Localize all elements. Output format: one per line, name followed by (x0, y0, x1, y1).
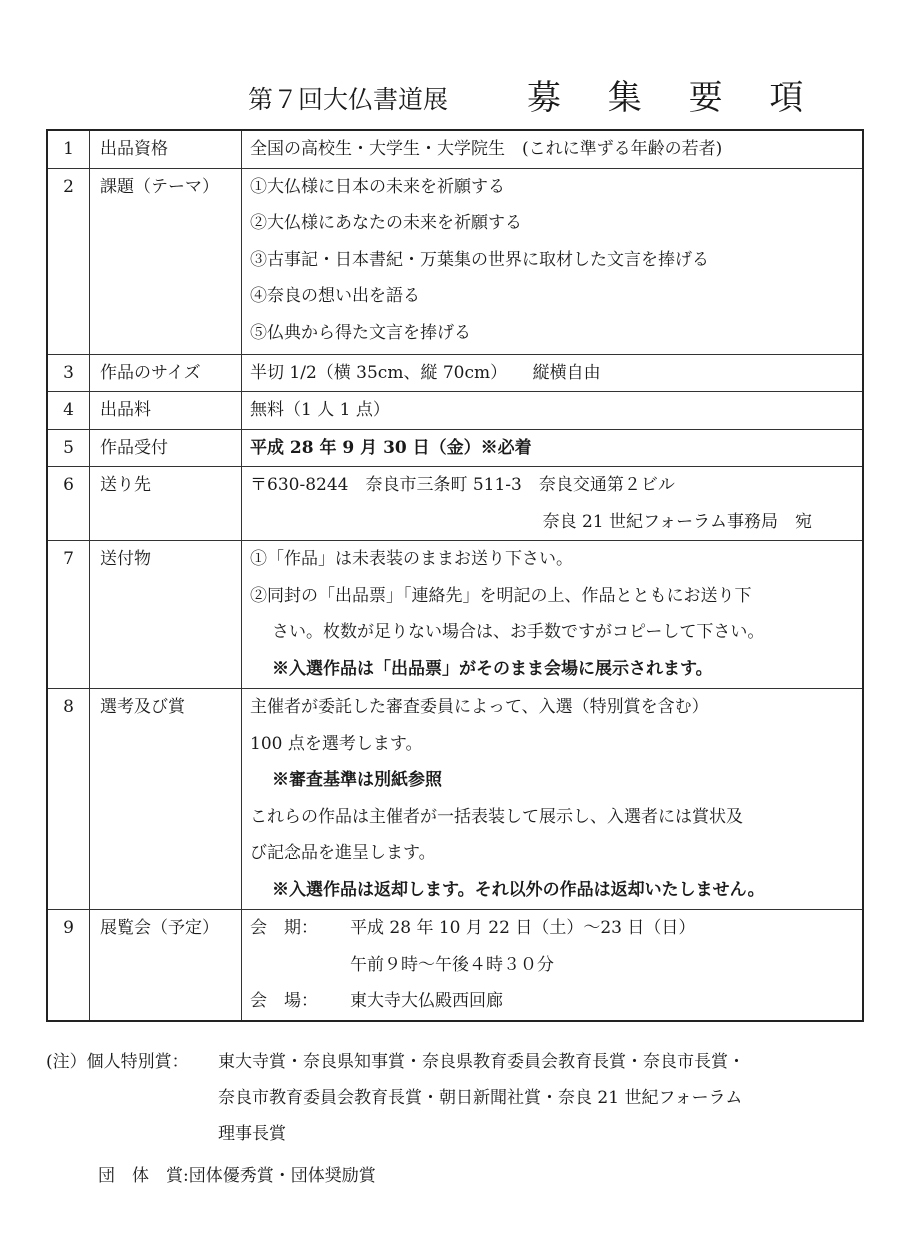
table-row (47, 541, 863, 689)
row-number: 2 (47, 168, 90, 354)
content-line: 〒630-8244 奈良市三条町 511-3 奈良交通第２ビル (250, 475, 675, 495)
row-label: 作品受付 (90, 429, 242, 467)
period-hours: 午前９時～午後４時３０分 (350, 954, 554, 975)
content-line: これらの作品は主催者が一括表装して展示し、入選者には賞状及 (250, 806, 743, 827)
row-number: 6 (47, 467, 90, 541)
content-line: 平成 28 年 9 月 30 日（金）※必着 (250, 437, 532, 458)
content-line: 奈良 21 世紀フォーラム事務局 宛 (542, 511, 812, 532)
table-row (47, 354, 863, 392)
table-row (47, 467, 863, 541)
row-label: 作品のサイズ (90, 354, 242, 392)
row-label: 出品資格 (90, 130, 242, 168)
venue-label: 会 場： (250, 991, 318, 1011)
content-line: ※入選作品は「出品票」がそのまま会場に展示されます。 (272, 658, 713, 679)
row-number: 1 (47, 130, 90, 168)
content-line: ④奈良の想い出を語る (250, 286, 420, 306)
content-line (250, 983, 856, 1020)
note-heading: (注）個人特別賞： (46, 1052, 189, 1072)
table-row (47, 910, 863, 1021)
table-row (47, 130, 863, 168)
note-line: 理事長賞 (218, 1124, 286, 1144)
row-number: 9 (47, 910, 90, 1021)
row-number: 3 (47, 354, 90, 392)
content-line: 100 点を選考します。 (250, 733, 423, 754)
content-line: ①「作品」は未表装のままお送り下さい。 (250, 549, 573, 569)
content-line: び記念品を進呈します。 (250, 843, 436, 863)
content-line (250, 910, 856, 947)
content-line: さい。枚数が足りない場合は、お手数ですがコピーして下さい。 (272, 622, 765, 642)
content-line: ⑤仏典から得た文言を捧げる (250, 322, 471, 343)
period-label: 会 期： (250, 918, 318, 938)
guidelines-table (46, 129, 864, 1022)
row-content (242, 689, 864, 910)
row-content (242, 354, 864, 392)
venue-name: 東大寺大仏殿西回廊 (350, 991, 503, 1011)
guidelines-heading: 募 集 要 項 (527, 78, 822, 118)
row-label: 展覧会（予定） (90, 910, 242, 1021)
table-row (47, 168, 863, 354)
page-title (0, 70, 905, 118)
row-number: 8 (47, 689, 90, 910)
row-label: 課題（テーマ） (90, 168, 242, 354)
content-line: ※審査基準は別紙参照 (272, 770, 442, 790)
period-dates: 平成 28 年 10 月 22 日（土）～23 日（日） (350, 918, 696, 938)
note-line (46, 1044, 876, 1080)
row-label: 送付物 (90, 541, 242, 689)
row-number: 5 (47, 429, 90, 467)
row-content (242, 392, 864, 430)
content-line: ①大仏様に日本の未来を祈願する (250, 176, 505, 197)
row-content (242, 541, 864, 689)
row-content (242, 429, 864, 467)
content-line: ②同封の「出品票」「連絡先」を明記の上、作品とともにお送り下 (250, 585, 752, 606)
content-line: 主催者が委託した審査委員によって、入選（特別賞を含む） (250, 697, 709, 717)
content-line: ②大仏様にあなたの未来を祈願する (250, 213, 522, 233)
row-number: 7 (47, 541, 90, 689)
content-line: ③古事記・日本書紀・万葉集の世界に取材した文言を捧げる (250, 249, 709, 270)
row-content (242, 168, 864, 354)
exhibition-name: 第７回大仏書道展 (248, 85, 449, 114)
row-label: 選考及び賞 (90, 689, 242, 910)
row-label: 出品料 (90, 392, 242, 430)
note-line: 団 体 賞:団体優秀賞・団体奨励賞 (98, 1166, 376, 1186)
row-content (242, 467, 864, 541)
notes-section (46, 1044, 876, 1194)
table-row (47, 392, 863, 430)
note-line: 奈良市教育委員会教育長賞・朝日新聞社賞・奈良 21 世紀フォーラム (218, 1088, 743, 1108)
row-content (242, 130, 864, 168)
row-number: 4 (47, 392, 90, 430)
content-line: 全国の高校生・大学生・大学院生 (これに準ずる年齢の若者) (250, 139, 723, 159)
content-line: 無料（1 人 1 点） (250, 400, 390, 420)
table-row (47, 429, 863, 467)
content-line: ※入選作品は返却します。それ以外の作品は返却いたしません。 (272, 879, 765, 900)
row-label: 送り先 (90, 467, 242, 541)
table-row (47, 689, 863, 910)
content-line: 半切 1/2（横 35cm、縦 70cm） 縦横自由 (250, 362, 601, 383)
note-text: 東大寺賞・奈良県知事賞・奈良県教育委員会教育長賞・奈良市長賞・ (218, 1052, 745, 1072)
row-content (242, 910, 864, 1021)
